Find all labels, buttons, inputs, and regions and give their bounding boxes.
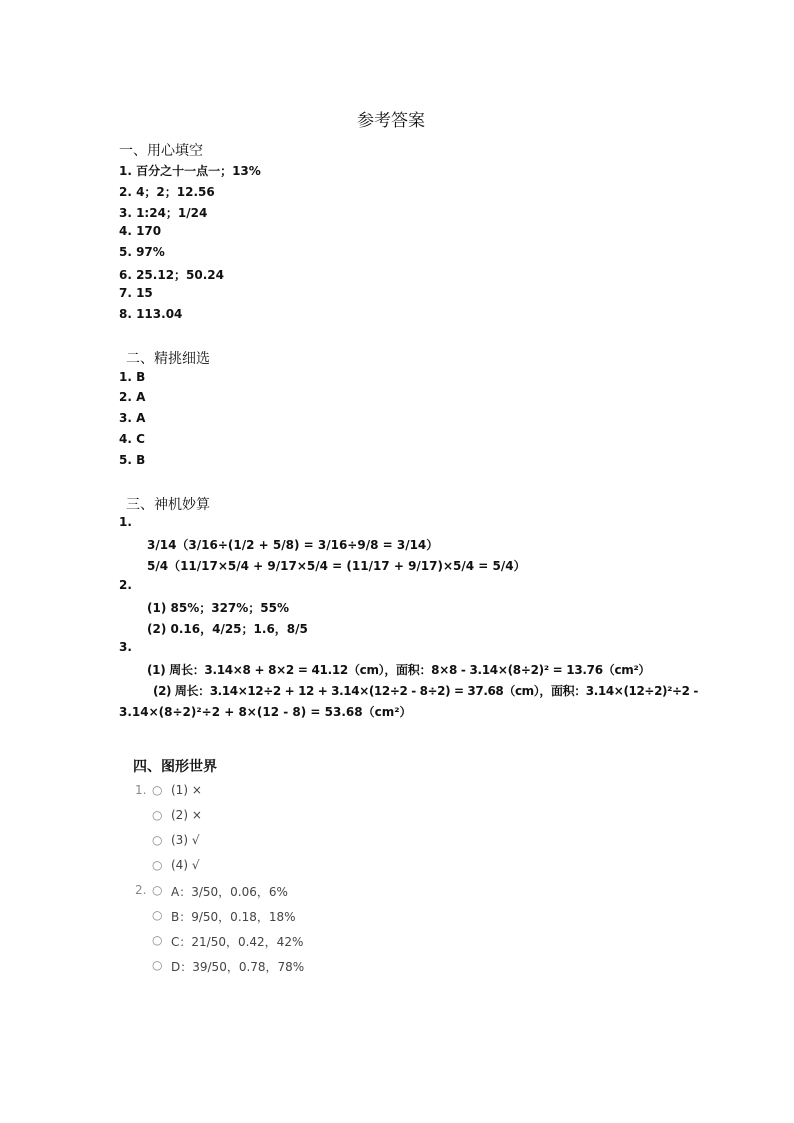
section1-heading: 一、用心填空 <box>119 143 203 159</box>
section3-q3-answer-a: (1) 周长：3.14×8 + 8×2 = 41.12（cm），面积：8×8 - 3.14×(8÷2)² = 13.76（cm²） <box>147 663 651 677</box>
circle-bullet-icon: ○ <box>152 958 163 972</box>
section4-q1-item-3: (3) √ <box>171 833 200 847</box>
section4-q2-number: 2. <box>135 883 147 897</box>
section1-item-5: 5. 97% <box>119 245 165 259</box>
section3-q2-number: 2. <box>119 578 132 592</box>
circle-bullet-icon: ○ <box>152 908 163 922</box>
circle-bullet-icon: ○ <box>152 858 163 872</box>
section3-q1-answer-a: 3/14（3/16÷(1/2 + 5/8) = 3/16÷9/8 = 3/14） <box>147 538 439 552</box>
section4-q2-item-d: D：39/50，0.78，78% <box>171 960 305 974</box>
circle-bullet-icon: ○ <box>152 883 163 897</box>
section1-item-3: 3. 1:24；1/24 <box>119 206 208 220</box>
section4-q1-item-4: (4) √ <box>171 858 200 872</box>
section1-item-7: 7. 15 <box>119 286 153 300</box>
section2-item-2: 2. A <box>119 390 146 404</box>
section4-q1-item-2: (2) × <box>171 808 202 822</box>
section3-heading: 三、神机妙算 <box>126 497 210 513</box>
circle-bullet-icon: ○ <box>152 783 163 797</box>
section4-q2-item-a: A：3/50，0.06，6% <box>171 885 288 899</box>
section1-item-4: 4. 170 <box>119 224 162 238</box>
section3-q3-answer-b-line2: 3.14×(8÷2)²÷2 + 8×(12 - 8) = 53.68（cm²） <box>119 705 412 719</box>
section3-q3-number: 3. <box>119 640 132 654</box>
section3-q1-answer-b: 5/4（11/17×5/4 + 9/17×5/4 = (11/17 + 9/17)×5/4 = 5/4） <box>147 559 526 573</box>
circle-bullet-icon: ○ <box>152 808 163 822</box>
section4-heading: 四、图形世界 <box>133 759 217 775</box>
section2-item-1: 1. B <box>119 370 146 384</box>
page-title: 参考答案 <box>357 111 425 131</box>
circle-bullet-icon: ○ <box>152 933 163 947</box>
section2-item-3: 3. A <box>119 411 146 425</box>
circle-bullet-icon: ○ <box>152 833 163 847</box>
section2-heading: 二、精挑细选 <box>126 351 210 367</box>
section4-q2-item-c: C：21/50，0.42，42% <box>171 935 304 949</box>
section1-item-1: 1. 百分之十一点一；13% <box>119 164 261 178</box>
section1-item-8: 8. 113.04 <box>119 307 183 321</box>
section1-item-2: 2. 4；2；12.56 <box>119 185 215 199</box>
section1-item-6: 6. 25.12；50.24 <box>119 268 225 282</box>
section2-item-4: 4. C <box>119 432 145 446</box>
section4-q1-item-1: (1) × <box>171 783 202 797</box>
section3-q1-number: 1. <box>119 515 132 529</box>
section4-q1-number: 1. <box>135 783 147 797</box>
section3-q2-answer-a: (1) 85%；327%；55% <box>147 601 290 615</box>
section2-item-5: 5. B <box>119 453 146 467</box>
section3-q2-answer-b: (2) 0.16，4/25；1.6，8/5 <box>147 622 308 636</box>
section4-q2-item-b: B：9/50，0.18，18% <box>171 910 296 924</box>
section3-q3-answer-b-line1: (2) 周长：3.14×12÷2 + 12 + 3.14×(12÷2 - 8÷2) = 37.68（cm），面积：3.14×(12÷2)²÷2 - <box>153 684 698 698</box>
